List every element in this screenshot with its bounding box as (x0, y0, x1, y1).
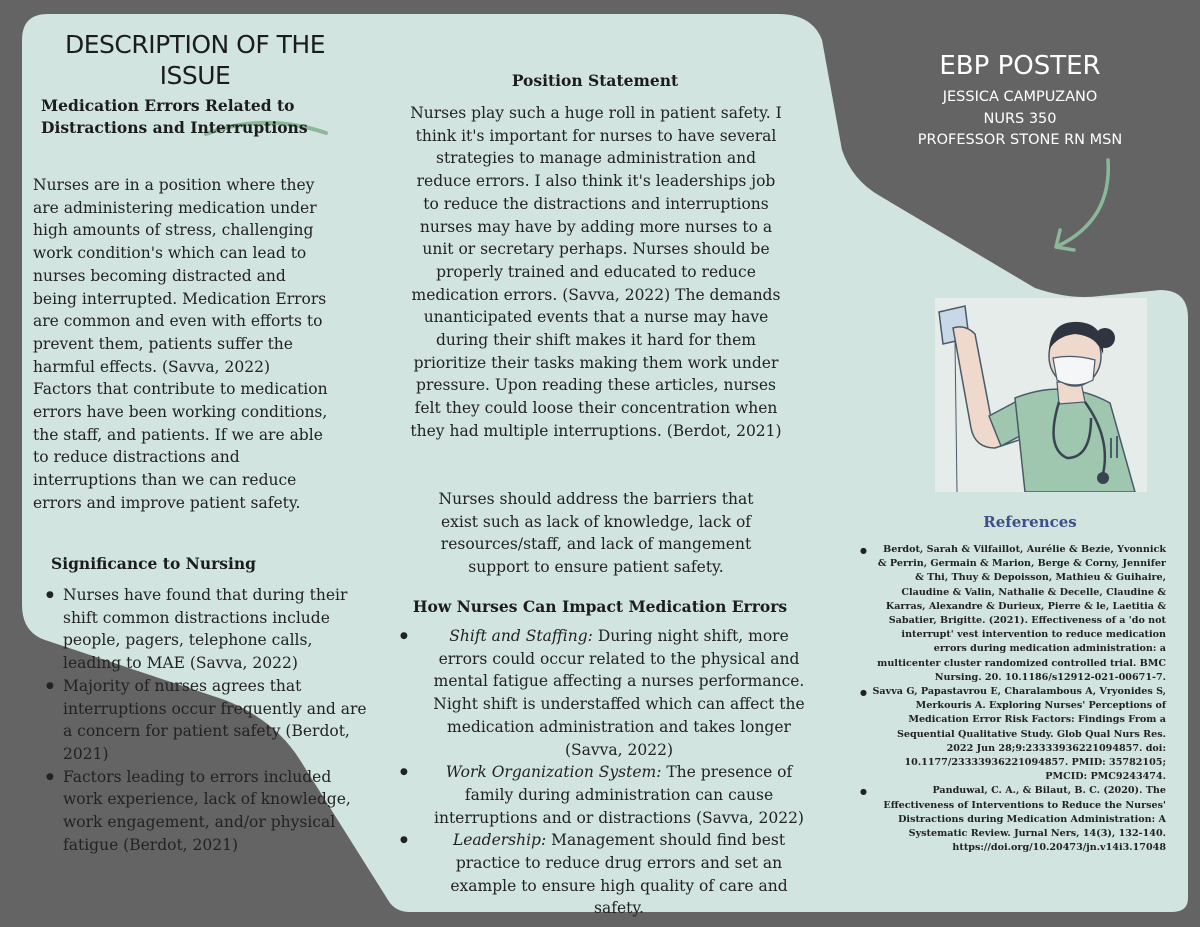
impact-item-text: During night shift, more errors could occur related to the physical and mental fatigue affecting a nurses performance. Night shift is understaffed which can affect the medication administration and takes longer (Savva, 2022) (433, 627, 805, 759)
impact-title: How Nurses Can Impact Medication Errors (412, 597, 788, 616)
course-name: NURS 350 (983, 110, 1057, 127)
impact-item-shift (426, 625, 812, 761)
description-title-line1: DESCRIPTION OF THE (64, 30, 326, 59)
nurse-illustration-icon (935, 298, 1147, 492)
significance-item: ● Factors leading to errors included work experience, lack of knowledge, work engagement, and/or physical fatigue (Berdot, 2021) (63, 766, 373, 857)
significance-item: ● Nurses have found that during their shift common distractions include people, pagers, telephone calls, leading to MAE (Savva, 2022) (63, 584, 373, 675)
references-title: References (983, 513, 1077, 531)
reference-item: ● Panduwal, C. A., & Bilaut, B. C. (2020). The Effectiveness of Interventions to Reduce the Nurses' Distractions during Medication Administration: A Systematic Review. Jurnal Ners, 14(3), 132-140. https://doi.org/10.20473/jn.v14i3.17048 (872, 784, 1166, 855)
description-subtitle: Medication Errors Related to Distractions and Interruptions (41, 96, 308, 137)
impact-list (400, 625, 812, 920)
reference-item: ● Berdot, Sarah & Vilfaillot, Aurélie & Bezie, Yvonnick & Perrin, Germain & Marion, Berge & Corny, Jennifer & Thi, Thuy & Depoisson, Mathieu & Guihaire, Claudine & Valin, Nathalie & Decelle, Claudine & Karras, Alexandre & Durieux, Pierre & le, Laetitia & Sabatier, Brigitte. (2021). Effectiveness of a 'do not interrupt' vest intervention to reduce medication errors during medication administration: a multicenter cluster randomized controlled trial. BMC Nursing. 20. 10.1186/s12912-021-00671-7. (872, 543, 1166, 685)
impact-item-label: Shift and Staffing: (449, 627, 593, 645)
impact-item-label: Work Organization System: (445, 763, 662, 782)
references-list (872, 543, 1166, 855)
author-name: JESSICA CAMPUZANO (942, 89, 1098, 105)
description-body: Nurses are in a position where they are administering medication under high amounts of stress, challenging work condition's which can lead to nurses becoming distracted and being interrupted. Medication Errors are common and even with efforts to prevent them, patients suffer the harmful effects. (Savva, 2022) Factors that contribute to medication errors have been working conditions, the staff, and patients. If we are able to reduce distractions and interruptions than we can reduce errors and improve patient safety. (33, 176, 328, 512)
impact-item-work-organization (426, 761, 812, 829)
position-title: Position Statement (511, 71, 679, 90)
description-title-line2: ISSUE (159, 61, 231, 90)
impact-item-leadership (426, 829, 812, 920)
poster-title: EBP POSTER (939, 51, 1101, 81)
position-body-2: Nurses should address the barriers that exist such as lack of knowledge, lack of resources/staff, and lack of mangement support to ensure patient safety. (438, 490, 754, 577)
impact-item-text: Management should find best practice to reduce drug errors and set an example to ensure high quality of care and safety. (450, 831, 788, 918)
significance-list (33, 584, 373, 856)
impact-item-text: The presence of family during administration can cause interruptions and or distractions (Savva, 2022) (434, 763, 804, 827)
reference-item: ● Savva G, Papastavrou E, Charalambous A, Vryonides S, Merkouris A. Exploring Nurses' Perceptions of Medication Error Risk Factors: Findings From a Sequential Qualitative Study. Glob Qual Nurs Res. 2022 Jun 28;9:23333936221094857. doi: 10.1177/23333936221094857. PMID: 35782105; PMCID: PMC9243474. (872, 685, 1166, 784)
position-body: Nurses play such a huge roll in patient safety. I think it's important for nurses to have several strategies to manage administration and reduce errors. I also think it's leaderships job to reduce the distractions and interruptions nurses may have by adding more nurses to a unit or secretary perhaps. Nurses should be properly trained and educated to reduce medication errors. (Savva, 2022) The demands unanticipated events that a nurse may have during their shift makes it hard for them prioritize their tasks making them work under pressure. Upon reading these articles, nurses felt they could loose their concentration when they had multiple interruptions. (Berdot, 2021) (410, 104, 782, 440)
significance-item: ● Majority of nurses agrees that interruptions occur frequently and are a concern for patient safety (Berdot, 2021) (63, 675, 373, 766)
professor-name: PROFESSOR STONE RN MSN (917, 132, 1123, 148)
author-block (880, 87, 1160, 152)
significance-title: Significance to Nursing (51, 554, 257, 573)
impact-item-label: Leadership: (452, 831, 547, 850)
description-title (40, 29, 350, 91)
